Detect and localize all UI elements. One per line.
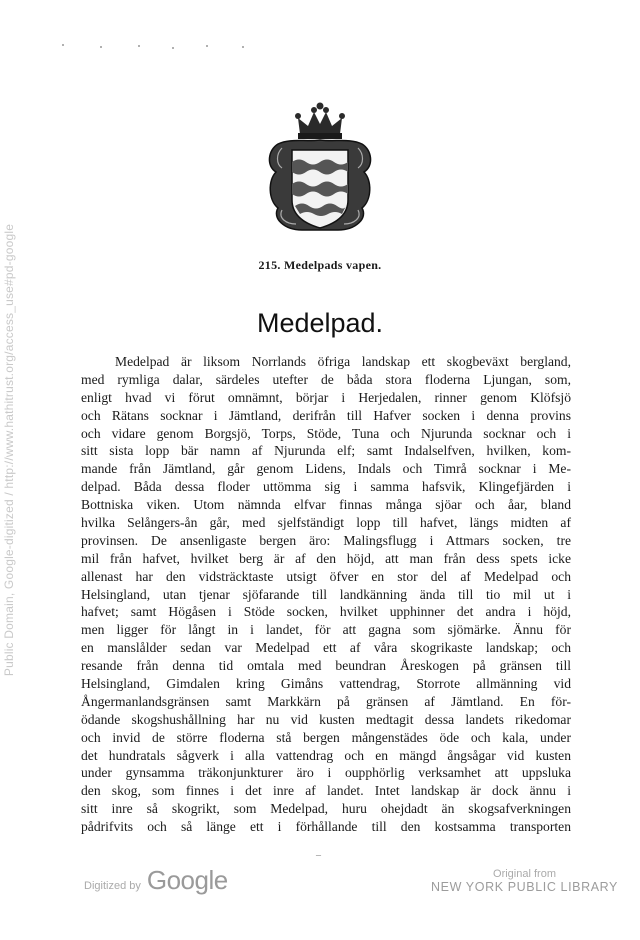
text-line: Helsingland, Gimdalen kring Gimåns vattendrag, Storrote allmänning vid [81, 676, 571, 692]
text-line: det hundratals sågverk i alla vattendrag och en mängd ångsågar vid kusten [81, 747, 571, 763]
text-line: en manslålder sedan var Medelpad ett af våra skogrikaste landskap; och [81, 640, 571, 656]
text-line: resande från denna tid omtala med beundran Åreskogen på gränsen till [81, 658, 571, 674]
text-line: hvilka Selångers-ån går, med sjelfständigt lopp till hafvet, längs midten af [81, 515, 571, 531]
text-line: pådrifvits och så länge ett i förhållande till den kostsamma transporten [81, 819, 571, 835]
scan-speckles [60, 38, 260, 52]
body-text [81, 353, 571, 836]
text-line: och invid de större floderna stå bergen mångenstädes öde och kala, under [81, 729, 571, 745]
text-line: sitt sista lopp bär namn af Njurunda elf; samt Indalselfven, hvilken, kom- [81, 443, 571, 459]
original-from-label: Original from [493, 868, 556, 880]
text-line: provinsen. De ansenligaste bergen äro: Malingsflugg i Attmars socken, tre [81, 532, 571, 548]
text-line: delpad. Båda dessa floder uttömma sig i samma hafsvik, Klingefjärden i [81, 479, 571, 495]
text-line: ödande skogshushållning har nu vid kusten medtagit dessa landets rikedomar [81, 711, 571, 727]
text-line: mande från Jämtland, går genom Lidens, Indals och Timrå socknar i Me- [81, 461, 571, 477]
text-line: och Rätans socknar i Jämtland, derifrån till Hafver socken i denna provins [81, 407, 571, 423]
side-watermark: Public Domain, Google-digitized / http://www.hathitrust.org/access_use#pd-google [2, 223, 16, 677]
digitized-by-label: Digitized by [84, 880, 141, 892]
crown-icon [295, 103, 345, 140]
scan-mark: – [316, 850, 321, 861]
text-line: enligt hvad vi förut omnämnt, börjar i Herjedalen, rinner genom Klöfsjö [81, 389, 571, 405]
text-line: med rymliga dalar, särdeles utefter de båda stora floderna Ljungan, som, [81, 371, 571, 387]
google-logo: Google [146, 865, 228, 895]
text-line: Ångermanlandsgränsen samt Markkärn på gränsen af Jämtland. En för- [81, 693, 571, 709]
text-line: sitt inre så skogrikt, som Medelpad, huru ohejdadt än skogsafverkningen [81, 801, 571, 817]
text-line: hafvet; samt Högåsen i Stöde socken, hvilket upphinner det andra i höjd, [81, 604, 571, 620]
coat-of-arms-image [262, 100, 378, 242]
digitized-by-mark [84, 865, 228, 899]
text-line: under gynsamma träkonjunkturer äro i oupphörlig verksamhet att uppsluka [81, 765, 571, 781]
text-line: den skog, som finnes i det inre af landet. Intet landskap är dock ännu i [81, 783, 571, 799]
library-mark [431, 868, 618, 894]
page-title: Medelpad. [256, 308, 384, 338]
figure-caption: 215. Medelpads vapen. [258, 258, 382, 272]
library-name: NEW YORK PUBLIC LIBRARY [431, 880, 618, 894]
text-line: Helsingland, utan tjenar sjöfarande till landkänning ända till tio mil ut i [81, 586, 571, 602]
text-line: Medelpad är liksom Norrlands öfriga landskap ett skogbeväxt bergland, [115, 354, 571, 369]
text-line: allenast har den vidsträcktaste utsigt öfver en stor del af Medelpad och [81, 568, 571, 584]
text-line: mil från hafvet, hvilket berg är af den höjd, att man från dess spets icke [81, 550, 571, 566]
text-line: men ligger för långt in i landet, för att gagna som sjömärke. Ännu för [81, 622, 571, 638]
text-line: Bottniska viken. Utom nämnda elfvar finnas många sjöar och åar, bland [81, 497, 571, 513]
text-line: och vidare genom Borgsjö, Torps, Stöde, Tuna och Njurunda socknar och i [81, 425, 571, 441]
